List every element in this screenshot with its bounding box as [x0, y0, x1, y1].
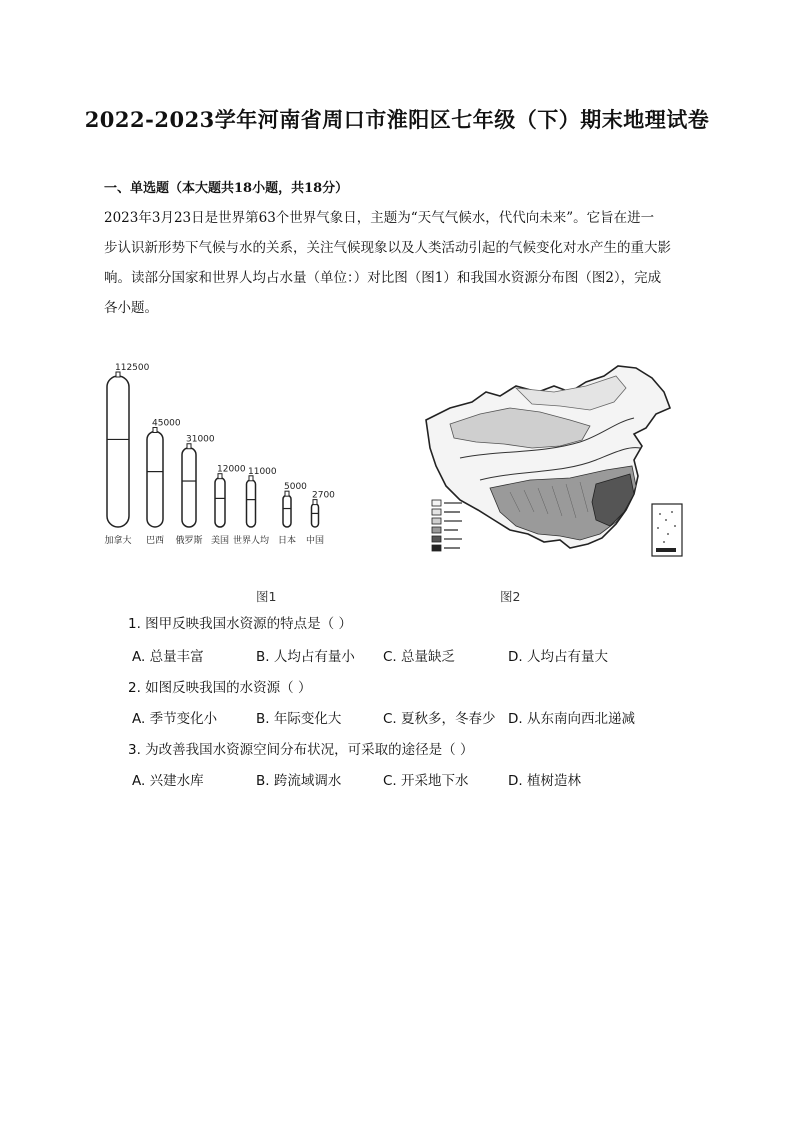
option-a[interactable]: A. 兴建水库: [132, 773, 204, 789]
bottle-bar: [247, 476, 256, 527]
intro-line: 各小题。: [104, 300, 158, 316]
figure1-caption: 图1: [256, 589, 277, 604]
intro-paragraph: [104, 203, 694, 323]
question-1-options: [132, 645, 692, 665]
option-b[interactable]: B. 跨流域调水: [256, 773, 342, 789]
option-d[interactable]: D. 人均占有量大: [508, 649, 608, 665]
bar-category-label: 巴西: [145, 536, 165, 546]
bar-value-label: 31000: [186, 434, 215, 445]
water-per-capita-chart: [96, 362, 368, 560]
question-1: 1. 图甲反映我国水资源的特点是（ ）: [128, 616, 352, 632]
bar-category-label: 加拿大: [104, 536, 132, 546]
option-a[interactable]: A. 总量丰富: [132, 649, 204, 665]
option-d[interactable]: D. 从东南向西北递减: [508, 711, 635, 727]
bottle-bar: [215, 474, 225, 527]
intro-line: 2023年3月23日是世界第63个世界气象日，主题为“天气气候水，代代向未来”。它旨在进一: [104, 210, 655, 226]
bar-category-label: 俄罗斯: [175, 536, 203, 546]
option-b[interactable]: B. 人均占有量小: [256, 649, 355, 665]
bottle-bar: [312, 500, 319, 527]
question-3-options: [132, 769, 692, 789]
option-c[interactable]: C. 开采地下水: [383, 773, 469, 789]
figure2-caption: 图2: [500, 589, 521, 604]
intro-line: 步认识新形势下气候与水的关系，关注气候现象以及人类活动引起的气候变化对水产生的重大影: [104, 240, 671, 256]
map-legend: [432, 500, 462, 551]
bar-category-label: 日本: [277, 536, 297, 546]
option-c[interactable]: C. 夏秋多，冬春少: [383, 711, 496, 727]
section-heading: 一、单选题（本大题共18小题，共18分）: [104, 181, 349, 196]
question-2-options: [132, 707, 692, 727]
option-b[interactable]: B. 年际变化大: [256, 711, 342, 727]
bar-value-label: 2700: [312, 490, 335, 501]
bar-category-label: 中国: [305, 536, 325, 546]
south-china-sea-inset: [652, 504, 682, 556]
bar-category-label: 美国: [210, 536, 230, 546]
option-a[interactable]: A. 季节变化小: [132, 711, 218, 727]
question-2: 2. 如图反映我国的水资源（ ）: [128, 680, 312, 696]
bar-value-label: 112500: [115, 363, 150, 373]
bar-category-label: 世界人均: [232, 536, 270, 546]
bottle-bar: [182, 444, 196, 527]
intro-line: 响。读部分国家和世界人均占水量（单位：）对比图（图1）和我国水资源分布图（图2），完成: [104, 270, 662, 286]
option-c[interactable]: C. 总量缺乏: [383, 649, 456, 665]
bottle-bar: [147, 427, 163, 527]
china-water-map: [420, 362, 684, 560]
page-title: 2022-2023学年河南省周口市淮阳区七年级（下）期末地理试卷: [84, 107, 710, 132]
bar-value-label: 45000: [152, 418, 181, 429]
bar-value-label: 12000: [217, 464, 246, 475]
question-3: 3. 为改善我国水资源空间分布状况，可采取的途径是（ ）: [128, 742, 474, 758]
bar-value-label: 5000: [284, 482, 307, 493]
bar-value-label: 11000: [248, 466, 277, 477]
bottle-bar: [107, 372, 129, 527]
bottle-bar: [283, 491, 291, 527]
option-d[interactable]: D. 植树造林: [508, 773, 581, 789]
